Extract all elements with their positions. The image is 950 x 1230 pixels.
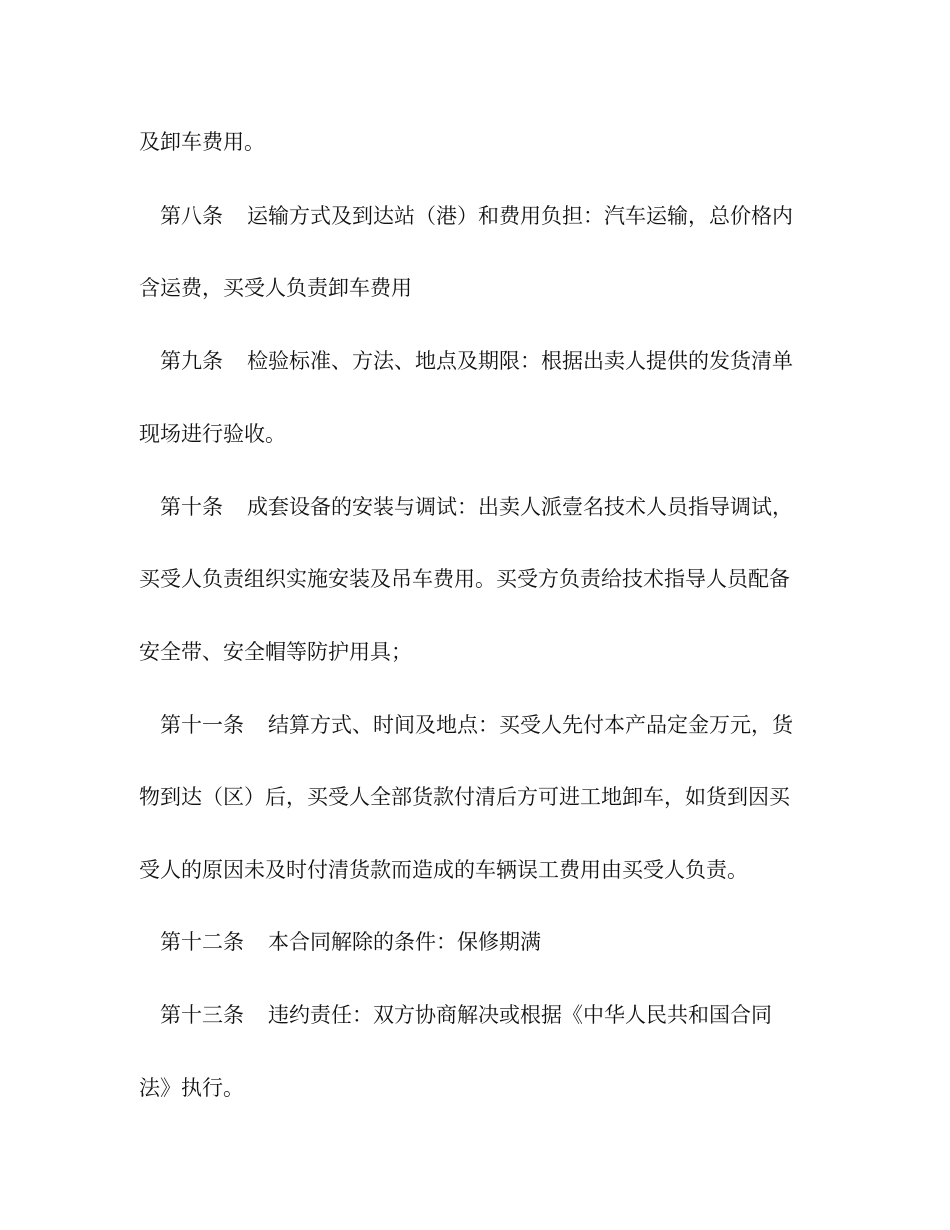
paragraph-line <box>139 126 839 158</box>
clause-text: 结算方式、时间及地点：买受人先付本产品定金万元，货 <box>268 713 793 737</box>
line-text: 现场进行验收。 <box>139 422 286 446</box>
line-text: 买受人负责组织实施安装及吊车费用。买受方负责给技术指导人员配备 <box>139 567 790 591</box>
clause-12 <box>160 926 860 958</box>
clause-10 <box>160 491 860 523</box>
line-text: 含运费，买受人负责卸车费用 <box>139 276 412 300</box>
paragraph-line <box>139 418 839 450</box>
clause-text: 运输方式及到达站（港）和费用负担：汽车运输，总价格内 <box>247 204 793 228</box>
paragraph-line <box>139 1072 839 1104</box>
clause-9 <box>160 345 860 377</box>
paragraph-line <box>139 272 839 304</box>
article-number: 第九条 <box>160 349 223 373</box>
clause-text: 检验标准、方法、地点及期限：根据出卖人提供的发货清单 <box>247 349 793 373</box>
clause-text: 成套设备的安装与调试：出卖人派壹名技术人员指导调试， <box>247 495 793 519</box>
line-text: 法》执行。 <box>139 1076 244 1100</box>
line-text: 安全带、安全帽等防护用具； <box>139 640 412 664</box>
clause-11 <box>160 709 860 741</box>
article-number: 第十条 <box>160 495 223 519</box>
clause-text: 违约责任：双方协商解决或根据《中华人民共和国合同 <box>268 1003 772 1027</box>
paragraph-line <box>139 854 839 886</box>
paragraph-line <box>139 781 839 813</box>
article-number: 第十一条 <box>160 713 244 737</box>
article-number: 第十二条 <box>160 930 244 954</box>
article-number: 第八条 <box>160 204 223 228</box>
line-text: 及卸车费用。 <box>139 130 265 154</box>
line-text: 物到达（区）后，买受人全部货款付清后方可进工地卸车，如货到因买 <box>139 785 790 809</box>
line-text: 受人的原因未及时付清货款而造成的车辆误工费用由买受人负责。 <box>139 858 748 882</box>
paragraph-line <box>139 563 839 595</box>
clause-text: 本合同解除的条件：保修期满 <box>268 930 541 954</box>
paragraph-line <box>139 636 839 668</box>
article-number: 第十三条 <box>160 1003 244 1027</box>
clause-13 <box>160 999 860 1031</box>
clause-8 <box>160 200 860 232</box>
